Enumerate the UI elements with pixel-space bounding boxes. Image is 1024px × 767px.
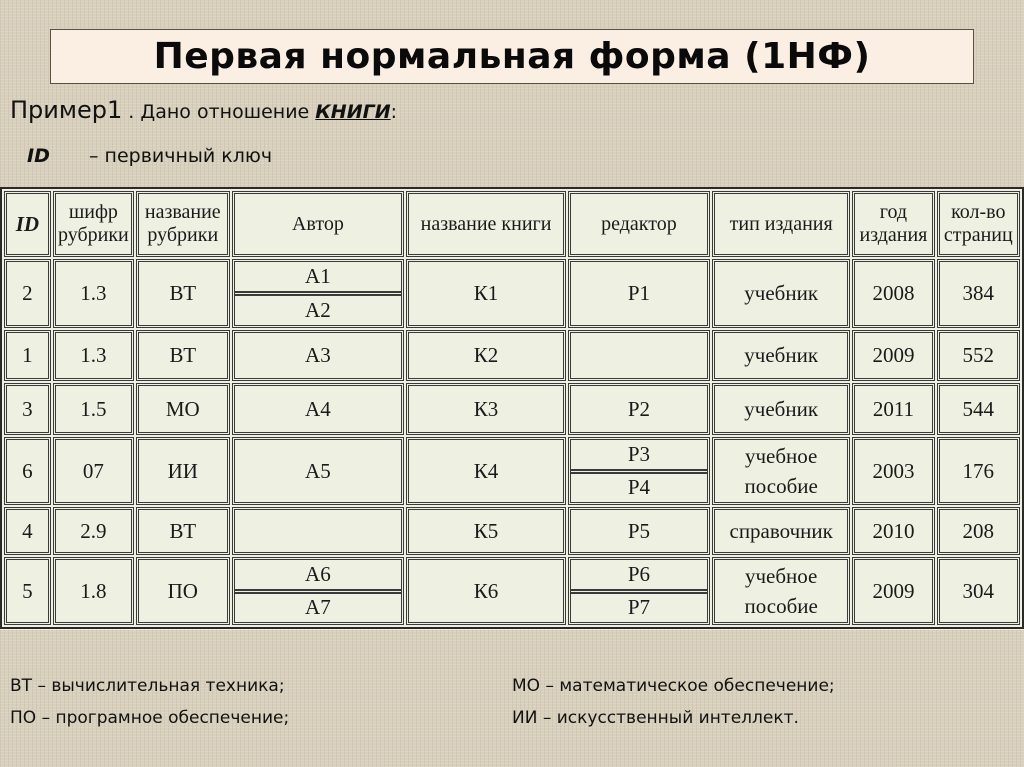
table-row [4,259,1020,328]
editor-value: Р7 [571,589,707,623]
cell-book: К3 [406,383,566,435]
cell-code: 1.5 [53,383,134,435]
cell-id: 3 [4,383,51,435]
header-row [4,191,1020,257]
legend-item: ВТ – вычислительная техника; [10,676,285,696]
cell-editor: Р5 [568,507,710,555]
cell-editor [568,330,710,381]
cell-code: 1.3 [53,259,134,328]
cell-type: учебник [712,383,850,435]
author-value: А2 [235,291,402,325]
cell-year: 2008 [852,259,934,328]
cell-code: 1.8 [53,557,134,625]
author-value: А7 [235,589,402,623]
cell-pages: 304 [937,557,1020,625]
legend-item: МО – математическое обеспечение; [512,676,835,696]
cell-authors [232,557,405,625]
table-row [4,330,1020,381]
cell-code: 2.9 [53,507,134,555]
cell-book: К2 [406,330,566,381]
cell-pages: 384 [937,259,1020,328]
cell-editors [568,557,710,625]
cell-type: учебник [712,330,850,381]
header-editor: редактор [568,191,710,257]
cell-type: учебное пособие [712,437,850,505]
cell-id: 4 [4,507,51,555]
cell-year: 2003 [852,437,934,505]
table-row [4,437,1020,505]
cell-pages: 552 [937,330,1020,381]
cell-pages: 544 [937,383,1020,435]
cell-book: К5 [406,507,566,555]
cell-id: 2 [4,259,51,328]
cell-pages: 176 [937,437,1020,505]
cell-book: К1 [406,259,566,328]
cell-rubric: МО [136,383,229,435]
cell-book: К6 [406,557,566,625]
cell-year: 2009 [852,330,934,381]
cell-rubric: ПО [136,557,229,625]
table-row [4,383,1020,435]
cell-authors [232,259,405,328]
header-year: год издания [852,191,934,257]
slide-title: Первая нормальная форма (1НФ) [153,36,871,77]
legend-item: ПО – програмное обеспечение; [10,708,290,728]
cell-code: 07 [53,437,134,505]
cell-editor: Р1 [568,259,710,328]
key-field: ID [27,145,50,167]
books-table [0,187,1024,629]
table-row [4,557,1020,625]
primary-key-line [27,145,272,167]
cell-editors [568,437,710,505]
cell-year: 2009 [852,557,934,625]
cell-author: А5 [232,437,405,505]
table-area [0,187,1024,630]
cell-author: А4 [232,383,405,435]
cell-id: 1 [4,330,51,381]
cell-author [232,507,405,555]
table-row [4,507,1020,555]
subtitle [10,96,397,124]
cell-type: учебное пособие [712,557,850,625]
cell-rubric: ВТ [136,259,229,328]
cell-id: 5 [4,557,51,625]
cell-rubric: ИИ [136,437,229,505]
author-value: А1 [305,264,331,288]
key-description: – первичный ключ [89,145,273,167]
cell-code: 1.3 [53,330,134,381]
editor-value: Р3 [627,441,651,466]
relation-name: КНИГИ [315,101,391,123]
header-pages: кол-во страниц [937,191,1020,257]
subtitle-suffix: : [390,101,398,123]
cell-type: учебник [712,259,850,328]
cell-id: 6 [4,437,51,505]
header-book: название книги [406,191,566,257]
header-code: шифр рубрики [53,191,134,257]
cell-author: А3 [232,330,405,381]
cell-book: К4 [406,437,566,505]
subtitle-prefix: Пример1 [10,96,123,124]
cell-pages: 208 [937,507,1020,555]
subtitle-middle: . Дано отношение [122,101,316,123]
cell-year: 2010 [852,507,934,555]
editor-value: Р6 [627,561,651,586]
cell-type: справочник [712,507,850,555]
title-box [50,29,974,84]
header-rubric: название рубрики [136,191,229,257]
legend-item: ИИ – искусственный интеллект. [512,708,799,728]
cell-rubric: ВТ [136,507,229,555]
cell-editor: Р2 [568,383,710,435]
cell-rubric: ВТ [136,330,229,381]
header-type: тип издания [712,191,850,257]
author-value: А6 [305,561,331,586]
editor-value: Р4 [571,469,707,503]
header-author: Автор [232,191,405,257]
header-id: ID [4,191,51,257]
cell-year: 2011 [852,383,934,435]
